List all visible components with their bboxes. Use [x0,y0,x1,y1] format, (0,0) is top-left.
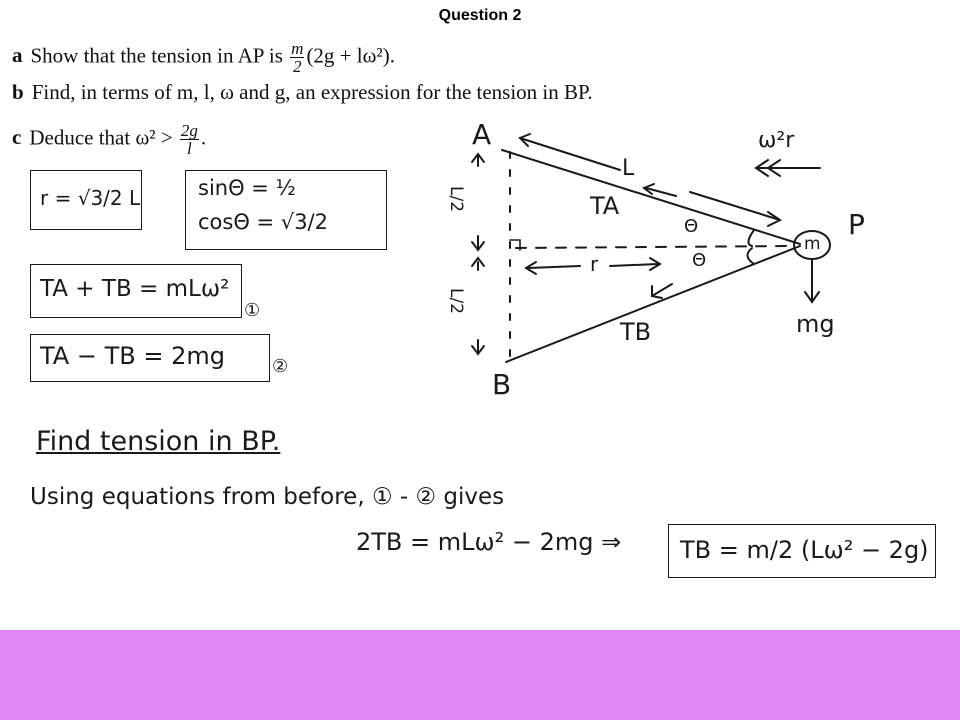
angle-arc-bottom [747,248,754,264]
sin-note: sinΘ = ½ [198,176,296,200]
length-arrow-right [690,192,780,220]
question-title: Question 2 [438,7,522,24]
radius-note: r = √3/2 L [40,186,141,210]
half-length-top-arrow-up [472,154,484,166]
radius-label: r [590,252,599,276]
mass-label: m [804,234,821,254]
fraction: $\frac{2g}{l}$ [180,121,198,158]
centripetal-arrow [756,160,820,176]
equation-1-tag: ① [244,300,261,321]
tension-b-arrow [652,284,672,298]
question-label: a [12,43,23,68]
half-length-bottom-label: L/2 [446,288,466,315]
string-ap [502,150,800,244]
length-arrow-left [520,138,620,170]
equation-1: TA + TB = mLω² [40,276,230,302]
equation-2-tag: ② [272,356,289,377]
weight-label: mg [796,310,835,338]
point-p-label: P [848,208,865,241]
angle-top-label: Θ [684,216,699,237]
radius-arrow-left [526,262,580,274]
half-length-bottom-arrow-up [472,258,484,270]
working-line-2: 2TB = mLω² − 2mg ⇒ [356,528,622,556]
half-length-top-arrow-down [472,236,484,250]
question-label: c [12,125,22,150]
angle-arc-top [748,230,754,246]
length-label: L [622,156,635,181]
tension-b-label: TB [620,318,652,346]
tension-a-label: TA [590,192,620,220]
half-length-top-label: L/2 [446,186,466,213]
working-line-1: Using equations from before, ① - ② gives [30,484,505,510]
angle-bottom-label: Θ [692,250,707,271]
footer-bar [0,630,960,720]
question-label: b [12,80,24,104]
cos-note: cosΘ = √3/2 [198,210,328,234]
half-length-bottom-arrow-down [472,340,484,354]
question-c: c Deduce that ω² > $\frac{2g}{l}$ . [12,121,207,158]
result-equation: TB = m/2 (Lω² − 2g) [680,536,929,564]
centripetal-label: ω²r [758,128,795,153]
question-b: b Find, in terms of m, l, ω and g, an expression for the tension in BP. [12,80,593,104]
tension-a-arrow [644,184,676,196]
equation-2: TA − TB = 2mg [40,342,225,370]
point-b-label: B [492,368,512,401]
working-heading: Find tension in BP. [36,426,281,457]
question-a: a Show that the tension in AP is $\frac{m}{2}$ (2g + lω²). [12,39,395,76]
fraction: $\frac{m}{2}$ [291,39,304,76]
point-a-label: A [472,118,492,151]
radius-arrow-right [610,258,660,270]
